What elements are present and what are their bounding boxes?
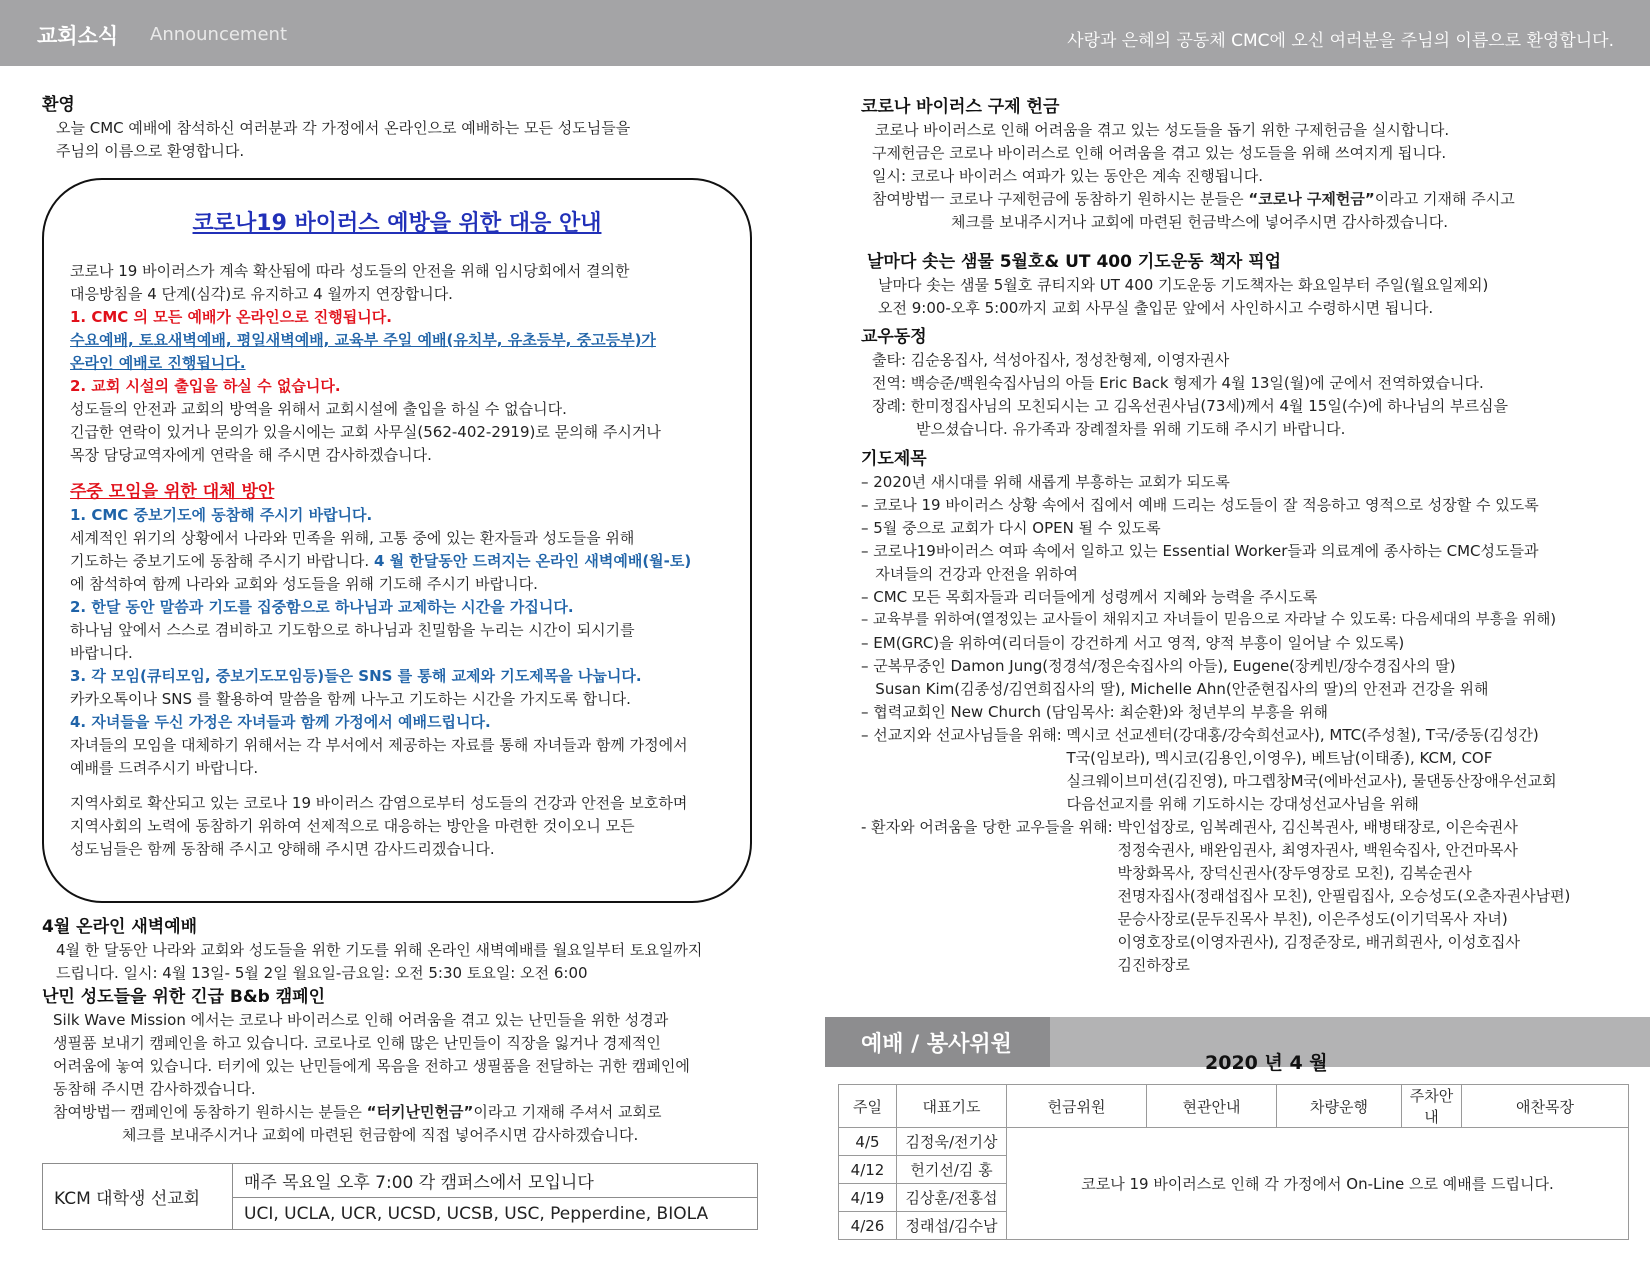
relief-method-text: 참여방법ㅡ 코로나 구제헌금에 동참하기 원하시는 분들은 — [872, 190, 1249, 208]
alt-plan-4-line: 자녀들의 모임을 대체하기 위해서는 각 부서에서 제공하는 자료를 통해 자녀들과 함께 가정에서 — [70, 736, 688, 754]
prayer-item: 자녀들의 건강과 안전을 위하여 — [861, 565, 1078, 583]
relief-method-keyword: “코로나 구제헌금” — [1248, 190, 1375, 208]
refugee-method-text: 참여방법ㅡ 캠페인에 동참하기 원하시는 분들은 — [53, 1103, 367, 1121]
row-date: 4/12 — [839, 1156, 897, 1184]
alt-plan-3: 3. 각 모임(큐티모임, 중보기도모임등)들은 SNS 를 통해 교제와 기도제목을 나눕니다. — [70, 667, 642, 685]
alt-plan-4-line: 예배를 드려주시기 바랍니다. — [70, 759, 259, 777]
refugee-section — [42, 985, 782, 1147]
alt-plan-2: 2. 한달 동안 말씀과 기도를 집중함으로 하나님과 교제하는 시간을 가집니다. — [70, 598, 574, 616]
prayer-missionary-line: 다음선교지를 위해 기도하시는 강대성선교사님을 위해 — [1066, 795, 1419, 813]
covid-intro-line: 대응방침을 4 단계(심각)로 유지하고 4 월까지 연장합니다. — [70, 285, 453, 303]
members-news-section — [861, 325, 1631, 441]
booklet-line: 날마다 솟는 샘물 5월호 큐티지와 UT 400 기도운동 기도책자는 화요일부터 주일(월요일제외) — [878, 276, 1489, 294]
refugee-line: 어려움에 놓여 있습니다. 터키에 있는 난민들에게 목음을 전하고 생필품을 전달하는 귀한 캠페인에 — [53, 1057, 690, 1075]
prayer-item: – 협력교회인 New Church (담임목사: 최순환)와 청년부의 부흥을 위해 — [861, 703, 1328, 721]
section-title: 교회소식 — [37, 24, 119, 48]
prayer-patients-block — [861, 816, 1641, 977]
prayer-patients-line: 박창화목사, 장덕신권사(장두영장로 모친), 김복순권사 — [1117, 864, 1472, 882]
kcm-label: KCM 대학생 선교회 — [43, 1164, 233, 1230]
prayer-item: – 5월 중으로 교회가 다시 OPEN 될 수 있도록 — [861, 519, 1161, 537]
prayer-patients-line: 이영호장로(이영자권사), 김정준장로, 배귀희권사, 이성호집사 — [1117, 933, 1521, 951]
welcome-line: 주님의 이름으로 환영합니다. — [56, 142, 245, 160]
prayer-missionary-list — [1067, 724, 1557, 816]
members-line: 출타: 김순옹집사, 석성아집사, 정성찬형제, 이영자권사 — [872, 351, 1230, 369]
col-header: 헌금위원 — [1007, 1085, 1147, 1128]
service-month: 2020 년 4 월 — [1205, 1052, 1328, 1074]
prayer-patients-line: 김진하장로 — [1117, 956, 1190, 974]
booklet-section — [867, 250, 1637, 320]
prayer-patients-line: 문승사장로(문두진목사 부친), 이은주성도(이기덕목사 자녀) — [1117, 910, 1508, 928]
col-header: 주일 — [839, 1085, 897, 1128]
refugee-line: 생필품 보내기 캠페인을 하고 있습니다. 코로나로 인해 많은 난민들이 직장을 잃거나 경제적인 — [53, 1034, 661, 1052]
relief-method-line: 체크를 보내주시거나 교회에 마련된 헌금박스에 넣어주시면 감사하겠습니다. — [951, 213, 1449, 231]
row-prayer: 김상훈/전홍섭 — [897, 1184, 1007, 1212]
service-roster-table — [838, 1084, 1629, 1240]
covid-closing-line: 지역사회의 노력에 동참하기 위하여 선제적으로 대응하는 방안을 마련한 것이오니 모든 — [70, 817, 635, 835]
alt-plan-1: 1. CMC 중보기도에 동참해 주시기 바랍니다. — [70, 506, 373, 524]
kcm-table — [42, 1163, 758, 1230]
alt-plan-1-line: 세계적인 위기의 상황에서 나라와 민족을 위해, 고통 중에 있는 환자들과 성도들을 위해 — [70, 529, 635, 547]
covid-item-2-detail: 목장 담당교역자에게 연락을 해 주시면 감사하겠습니다. — [70, 446, 432, 464]
alt-plan-1-line — [70, 550, 730, 573]
covid-item-2-detail: 긴급한 연락이 있거나 문의가 있을시에는 교회 사무실(562-402-2919)로 문의해 주시거나 — [70, 423, 661, 441]
prayer-item: – 군복무중인 Damon Jung(정경석/정은숙집사의 아들), Eugene(장케빈/장수경집사의 딸) — [861, 657, 1456, 675]
alt-plan-2-line: 바랍니다. — [70, 644, 133, 662]
prayer-missionary-block — [861, 724, 1641, 816]
col-header: 애찬목장 — [1462, 1085, 1629, 1128]
prayer-item: Susan Kim(김종성/김연희집사의 딸), Michelle Ahn(안준현집사의 딸)의 안전과 건강을 위해 — [861, 680, 1489, 698]
service-tab: 예배 / 봉사위원 — [825, 1017, 1050, 1067]
prayer-missionary-line: 멕시코 선교센터(강대홍/강숙희선교사), MTC(주성철), T국/중동(김성간) — [1066, 726, 1539, 744]
section-subtitle: Announcement — [150, 24, 288, 45]
prayer-heading: 기도제목 — [861, 449, 927, 469]
table-row — [839, 1128, 1629, 1156]
prayer-item: – 코로나19바이러스 여파 속에서 일하고 있는 Essential Worker들과 의료계에 종사하는 CMC성도들과 — [861, 542, 1539, 560]
row-prayer: 정래섭/김수남 — [897, 1212, 1007, 1240]
refugee-method-keyword: “터키난민헌금” — [366, 1103, 474, 1121]
relief-line: 구제헌금은 코로나 바이러스로 인해 어려움을 겪고 있는 성도들을 위해 쓰여지게 됩니다. — [872, 144, 1447, 162]
row-date: 4/26 — [839, 1212, 897, 1240]
col-header: 차량운행 — [1277, 1085, 1402, 1128]
relief-offering-section — [861, 95, 1631, 234]
covid-notice-box — [42, 178, 752, 903]
kcm-meeting-time: 매주 목요일 오후 7:00 각 캠퍼스에서 모입니다 — [233, 1164, 758, 1198]
covid-item-1-detail: 수요예배, 토요새벽예배, 평일새벽예배, 교육부 주일 예배(유치부, 유초등부, 중고등부)가 — [70, 331, 656, 349]
refugee-line: Silk Wave Mission 에서는 코로나 바이러스로 인해 어려움을 겪고 있는 난민들을 위한 성경과 — [53, 1011, 669, 1029]
covid-item-2-detail: 성도들의 안전과 교회의 방역을 위해서 교회시설에 출입을 하실 수 없습니다. — [70, 400, 567, 418]
alt-plan-1-line: 에 참석하여 함께 나라와 교회와 성도들을 위해 기도해 주시기 바랍니다. — [70, 575, 538, 593]
welcome-line: 오늘 CMC 예배에 참석하신 여러분과 각 가정에서 온라인으로 예배하는 모든 성도님들을 — [56, 119, 631, 137]
members-heading: 교우동정 — [861, 327, 927, 347]
service-header-row — [839, 1085, 1629, 1128]
prayer-section — [861, 447, 1641, 977]
col-header: 주차안내 — [1402, 1085, 1462, 1128]
welcome-heading: 환영 — [42, 95, 75, 115]
prayer-item: – CMC 모든 목회자들과 리더들에게 성령께서 지혜와 능력을 주시도록 — [861, 588, 1318, 606]
dawn-line: 4월 한 달동안 나라와 교회와 성도들을 위한 기도를 위해 온라인 새벽예배를 월요일부터 토요일까지 — [56, 941, 703, 959]
col-header: 대표기도 — [897, 1085, 1007, 1128]
prayer-item: – 코로나 19 바이러스 상황 속에서 집에서 예배 드리는 성도들이 잘 적응하고 영적으로 성장할 수 있도록 — [861, 496, 1539, 514]
refugee-method-line: 체크를 보내주시거나 교회에 마련된 헌금함에 직접 넣어주시면 감사하겠습니다. — [122, 1126, 639, 1144]
relief-line: 일시: 코로나 바이러스 여파가 있는 동안은 계속 진행됩니다. — [872, 167, 1263, 185]
covid-intro-line: 코로나 19 바이러스가 계속 확산됨에 따라 성도들의 안전을 위해 임시당회에서 결의한 — [70, 262, 630, 280]
prayer-item: – 교육부를 위하여(열정있는 교사들이 채워지고 자녀들이 믿음으로 자라날 수 있도록: 다음세대의 부흥을 위해) — [861, 612, 1557, 628]
alt-plan-2-line: 하나님 앞에서 스스로 겸비하고 기도함으로 하나님과 친밀함을 누리는 시간이 되시기를 — [70, 621, 635, 639]
prayer-item: – 2020년 새시대를 위해 새롭게 부흥하는 교회가 되도록 — [861, 473, 1230, 491]
row-date: 4/5 — [839, 1128, 897, 1156]
refugee-method-text: 이라고 기재해 주셔서 교회로 — [473, 1103, 662, 1121]
refugee-heading: 난민 성도들을 위한 긴급 B&b 캠페인 — [42, 987, 326, 1007]
covid-closing-line: 지역사회로 확산되고 있는 코로나 19 바이러스 감염으로부터 성도들의 건강과 안전을 보호하며 — [70, 794, 688, 812]
members-line: 장례: 한미정집사님의 모친되시는 고 김옥선권사님(73세)께서 4월 15일(수)에 하나님의 부르심을 — [872, 397, 1508, 415]
row-date: 4/19 — [839, 1184, 897, 1212]
prayer-patients-line: 박인섭장로, 임복례권사, 김신복권사, 배병태장로, 이은숙권사 — [1117, 818, 1518, 836]
members-line: 받으셨습니다. 유가족과 장례절차를 위해 기도해 주시기 바랍니다. — [916, 420, 1346, 438]
covid-item-1: 1. CMC 의 모든 예배가 온라인으로 진행됩니다. — [70, 308, 392, 326]
relief-method-text: 이라고 기재해 주시고 — [1374, 190, 1515, 208]
header-bar — [0, 0, 1650, 66]
refugee-line: 동참해 주시면 감사하겠습니다. — [53, 1080, 256, 1098]
covid-item-1-detail: 온라인 예배로 진행됩니다. — [70, 354, 246, 372]
dawn-heading: 4월 온라인 새벽예배 — [42, 917, 198, 937]
prayer-patients-list — [1117, 816, 1570, 977]
welcome-section — [42, 93, 762, 163]
row-prayer: 헌기선/김 홍 — [897, 1156, 1007, 1184]
row-prayer: 김정욱/전기상 — [897, 1128, 1007, 1156]
alt-plan-1-text: 기도하는 중보기도에 동참해 주시기 바랍니다. — [70, 552, 370, 570]
refugee-method — [42, 1101, 782, 1124]
dawn-service-section — [42, 915, 782, 985]
alt-plan-4: 4. 자녀들을 두신 가정은 자녀들과 함께 가정에서 예배드립니다. — [70, 713, 491, 731]
dawn-line: 드립니다. 일시: 4월 13일- 5월 2일 월요일-금요일: 오전 5:30 토요일: 오전 6:00 — [56, 964, 588, 982]
members-line: 전역: 백승준/백원숙집사님의 아들 Eric Back 형제가 4월 13일(월)에 군에서 전역하였습니다. — [872, 374, 1484, 392]
prayer-missionary-line: T국(임보라), 멕시코(김용인,이영우), 베트남(이태종), KCM, COF — [1066, 749, 1493, 767]
welcome-banner: 사랑과 은혜의 공동체 CMC에 오신 여러분을 주님의 이름으로 환영합니다. — [1067, 31, 1614, 51]
relief-line: 코로나 바이러스로 인해 어려움을 겪고 있는 성도들을 돕기 위한 구제헌금을 실시합니다. — [875, 121, 1450, 139]
col-header: 현관안내 — [1147, 1085, 1277, 1128]
booklet-line: 오전 9:00-오후 5:00까지 교회 사무실 출입문 앞에서 사인하시고 수령하시면 됩니다. — [878, 299, 1434, 317]
alt-plan-title: 주중 모임을 위한 대체 방안 — [70, 482, 275, 502]
kcm-campuses: UCI, UCLA, UCR, UCSD, UCSB, USC, Pepperdine, BIOLA — [233, 1198, 758, 1230]
prayer-patients-line: 정정숙권사, 배완임권사, 최영자권사, 백원숙집사, 안건마목사 — [1117, 841, 1518, 859]
covid-item-2: 2. 교회 시설의 출입을 하실 수 없습니다. — [70, 377, 341, 395]
booklet-heading: 날마다 솟는 샘물 5월호& UT 400 기도운동 책자 픽업 — [867, 252, 1282, 272]
relief-method — [861, 188, 1631, 211]
prayer-item: – EM(GRC)을 위하여(리더들이 강건하게 서고 영적, 양적 부흥이 일어날 수 있도록) — [861, 634, 1405, 652]
alt-plan-3-line: 카카오톡이나 SNS 를 활용하여 말씀을 함께 나누고 기도하는 시간을 가지도록 합니다. — [70, 690, 631, 708]
prayer-missionary-label: – 선교지와 선교사님들을 위해: — [861, 726, 1067, 744]
covid-body — [70, 260, 730, 861]
prayer-patients-line: 전명자집사(정래섭집사 모친), 안필립집사, 오승성도(오춘자권사남편) — [1117, 887, 1571, 905]
prayer-patients-label: - 환자와 어려움을 당한 교우들을 위해: — [861, 818, 1118, 836]
relief-heading: 코로나 바이러스 구제 헌금 — [861, 97, 1060, 117]
prayer-missionary-line: 실크웨이브미션(김진영), 마그렙창M국(에바선교사), 물댄동산장애우선교회 — [1066, 772, 1557, 790]
covid-title: 코로나19 바이러스 예방을 위한 대응 안내 — [192, 211, 602, 236]
online-service-notice: 코로나 19 바이러스로 인해 각 가정에서 On-Line 으로 예배를 드립니다. — [1007, 1128, 1629, 1240]
alt-plan-1-highlight: 4 월 한달동안 드려지는 온라인 새벽예배(월-토) — [373, 552, 692, 570]
covid-closing-line: 성도님들은 함께 동참해 주시고 양해해 주시면 감사드리겠습니다. — [70, 840, 495, 858]
